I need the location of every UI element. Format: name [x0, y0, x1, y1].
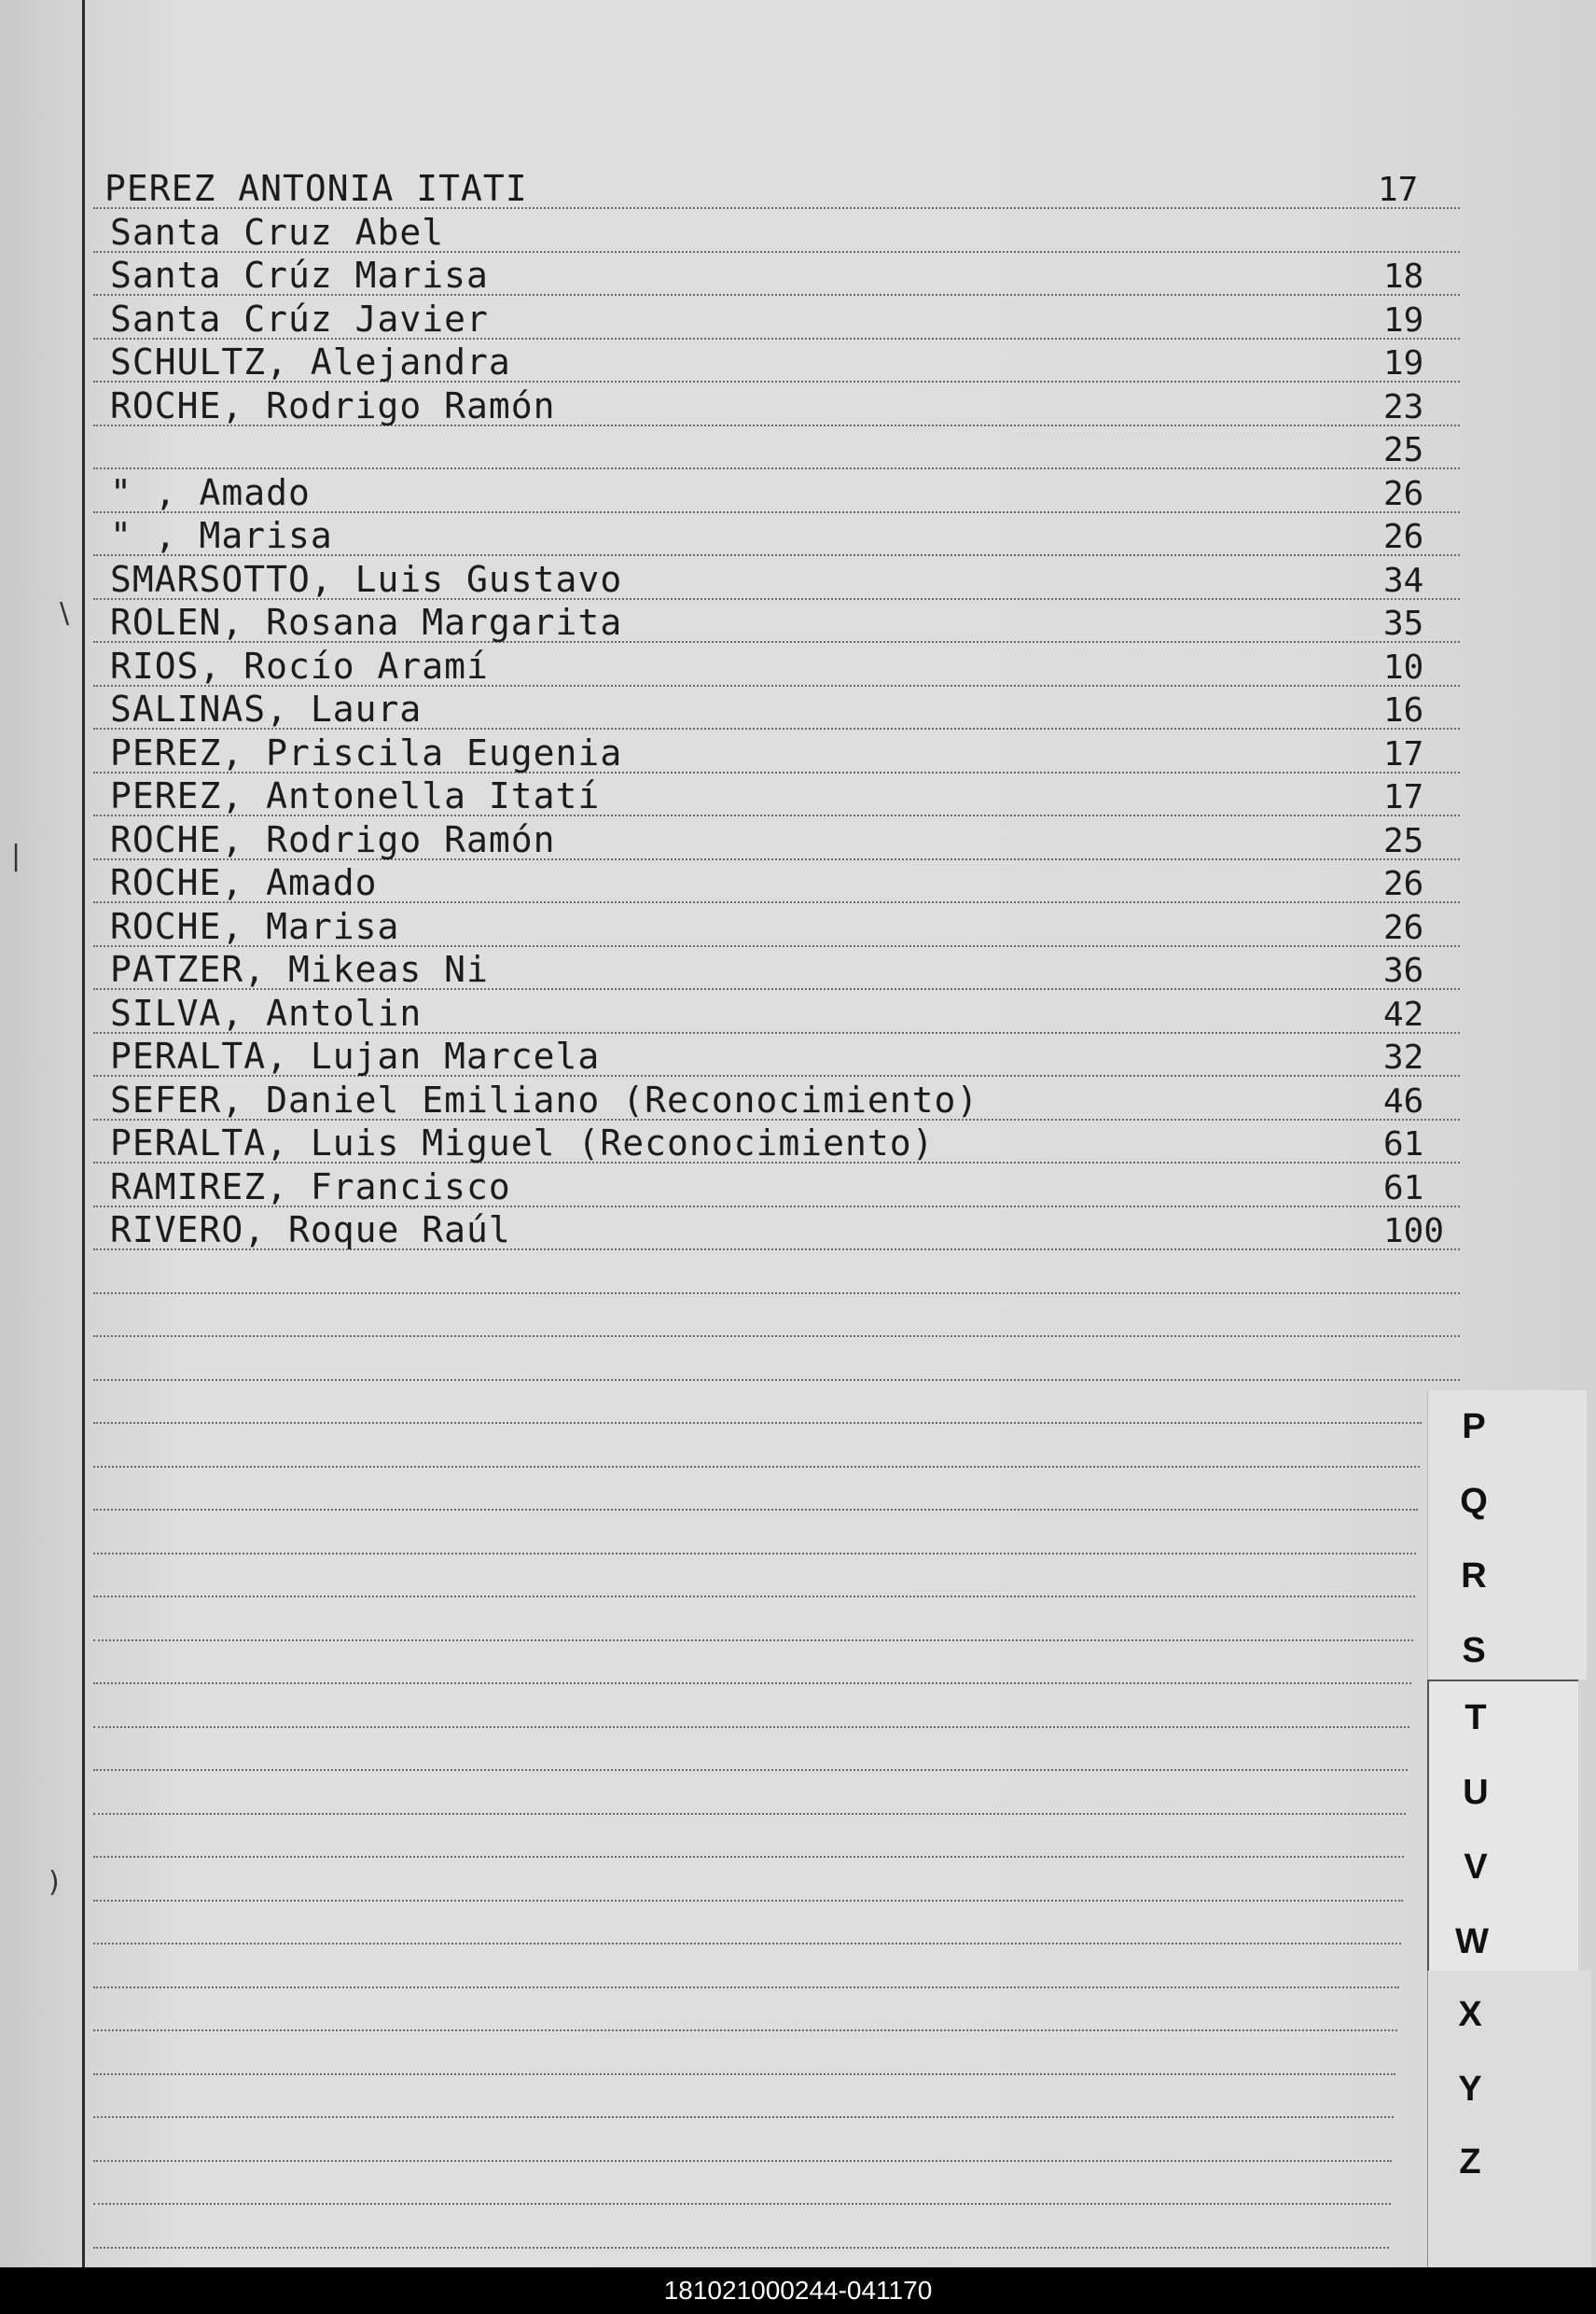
list-item [110, 732, 1472, 777]
entry-page-number: 26 [1383, 865, 1424, 903]
entry-page-number: 19 [1383, 301, 1424, 340]
entry-page-number: 25 [1383, 431, 1424, 469]
entry-page-number: 23 [1383, 388, 1424, 426]
list-item [110, 472, 1472, 517]
list-item [110, 212, 1472, 257]
ruled-line [93, 1639, 1413, 1641]
ruled-line [93, 1553, 1416, 1554]
list-item [110, 949, 1472, 994]
entry-name: Santa Cruz Abel [110, 212, 445, 253]
tab-letter-r[interactable]: R [1461, 1556, 1487, 1596]
entry-page-number: 19 [1383, 344, 1424, 383]
list-item [110, 646, 1472, 690]
list-item [110, 1122, 1472, 1167]
document-id: 181021000244-041170 [663, 2276, 933, 2305]
entry-name: ROCHE, Rodrigo Ramón [110, 819, 556, 860]
ruled-line [93, 1813, 1406, 1815]
tab-letter-p[interactable]: P [1462, 1407, 1486, 1446]
tab-letter-z[interactable]: Z [1459, 2142, 1481, 2182]
list-item [110, 906, 1472, 951]
list-item [110, 428, 1472, 473]
entry-page-number: 17 [1383, 735, 1424, 774]
list-item [110, 385, 1472, 430]
entry-page-number: 35 [1383, 605, 1424, 643]
tab-letter-w[interactable]: W [1455, 1922, 1489, 1961]
ruled-line [93, 2116, 1394, 2118]
ruled-line [93, 2247, 1389, 2249]
ruled-line [93, 1856, 1404, 1858]
ruled-line [93, 1335, 1460, 1337]
entry-name: RIOS, Rocío Aramí [110, 646, 489, 687]
entry-name: RIVERO, Roque Raúl [110, 1209, 511, 1250]
list-item [110, 255, 1472, 300]
tab-letter-y[interactable]: Y [1458, 2070, 1482, 2109]
ruled-line [93, 1682, 1411, 1684]
entry-name: PEREZ ANTONIA ITATI [104, 168, 528, 209]
entry-page-number: 18 [1383, 258, 1424, 296]
entry-page-number: 100 [1383, 1212, 1445, 1250]
entry-name: Santa Crúz Marisa [110, 255, 489, 296]
list-item [110, 775, 1472, 820]
entry-page-number: 17 [1383, 778, 1424, 816]
list-item [110, 1166, 1472, 1211]
entry-name: " , Marisa [110, 515, 333, 556]
entry-name: ROCHE, Amado [110, 862, 378, 903]
list-item [110, 819, 1472, 864]
ruled-line [93, 1509, 1418, 1511]
entry-name: SEFER, Daniel Emiliano (Reconocimiento) [110, 1080, 979, 1121]
tab-letter-x[interactable]: X [1458, 1995, 1482, 2034]
entry-page-number: 17 [1378, 171, 1419, 209]
entry-name: SILVA, Antolin [110, 993, 423, 1034]
entry-name: RAMIREZ, Francisco [110, 1166, 511, 1207]
entry-page-number: 61 [1383, 1125, 1424, 1164]
entry-name: PERALTA, Luis Miguel (Reconocimiento) [110, 1122, 935, 1164]
alphabet-tab-strip [1427, 1390, 1596, 2267]
entry-name: SCHULTZ, Alejandra [110, 342, 511, 383]
entry-name: SMARSOTTO, Luis Gustavo [110, 559, 623, 600]
tab-letter-s[interactable]: S [1462, 1631, 1486, 1670]
list-item [110, 689, 1472, 733]
entry-page-number: 26 [1383, 475, 1424, 513]
list-item [110, 1036, 1472, 1080]
ruled-line [93, 1726, 1409, 1728]
tab-letter-q[interactable]: Q [1460, 1482, 1488, 1521]
list-item [104, 168, 1466, 213]
scan-speck: ) [49, 1866, 60, 1899]
entry-page-number: 34 [1383, 562, 1424, 600]
entry-page-number: 10 [1383, 648, 1424, 687]
entry-name: ROCHE, Rodrigo Ramón [110, 385, 556, 426]
ruled-line [93, 2160, 1392, 2162]
ruled-line [93, 1422, 1422, 1424]
entry-name: PATZER, Mikeas Ni [110, 949, 489, 990]
entry-name: ROLEN, Rosana Margarita [110, 602, 623, 643]
ruled-line [93, 1466, 1420, 1468]
footer-bar [0, 2267, 1596, 2314]
entry-name: PEREZ, Antonella Itatí [110, 775, 601, 816]
tab-letter-v[interactable]: V [1464, 1847, 1488, 1887]
list-item [110, 1209, 1472, 1254]
list-item [110, 299, 1472, 343]
list-item [110, 1080, 1472, 1124]
entry-name: SALINAS, Laura [110, 689, 423, 730]
ruled-line [93, 2203, 1391, 2205]
ruled-line [93, 1943, 1401, 1945]
tab-letter-u[interactable]: U [1463, 1773, 1489, 1812]
list-item [110, 342, 1472, 386]
ruled-line [93, 1292, 1460, 1294]
list-item [110, 862, 1472, 907]
entry-page-number: 61 [1383, 1169, 1424, 1207]
list-item [110, 602, 1472, 647]
list-item [110, 559, 1472, 604]
ruled-line [93, 2073, 1395, 2075]
entry-name: Santa Crúz Javier [110, 299, 489, 340]
entry-page-number: 25 [1383, 822, 1424, 860]
entry-name: PEREZ, Priscila Eugenia [110, 732, 623, 774]
tab-letter-t[interactable]: T [1464, 1698, 1487, 1737]
ruled-line [93, 2029, 1397, 2031]
ruled-line [93, 1596, 1415, 1597]
list-item [110, 515, 1472, 560]
entry-name: PERALTA, Lujan Marcela [110, 1036, 601, 1077]
entry-page-number: 36 [1383, 952, 1424, 990]
entry-name: ROCHE, Marisa [110, 906, 400, 947]
scan-speck: \ [60, 597, 70, 630]
ruled-line [93, 1379, 1460, 1381]
entry-page-number: 16 [1383, 691, 1424, 730]
ruled-line [93, 1986, 1399, 1988]
entry-page-number: 32 [1383, 1039, 1424, 1077]
scan-speck: | [11, 840, 21, 872]
ruled-line [93, 1769, 1408, 1771]
entry-page-number: 42 [1383, 996, 1424, 1034]
list-item [110, 993, 1472, 1038]
entry-page-number: 26 [1383, 518, 1424, 556]
ruled-line [93, 1900, 1403, 1902]
entry-name: " , Amado [110, 472, 311, 513]
entry-page-number: 26 [1383, 909, 1424, 947]
entry-page-number: 46 [1383, 1082, 1424, 1121]
